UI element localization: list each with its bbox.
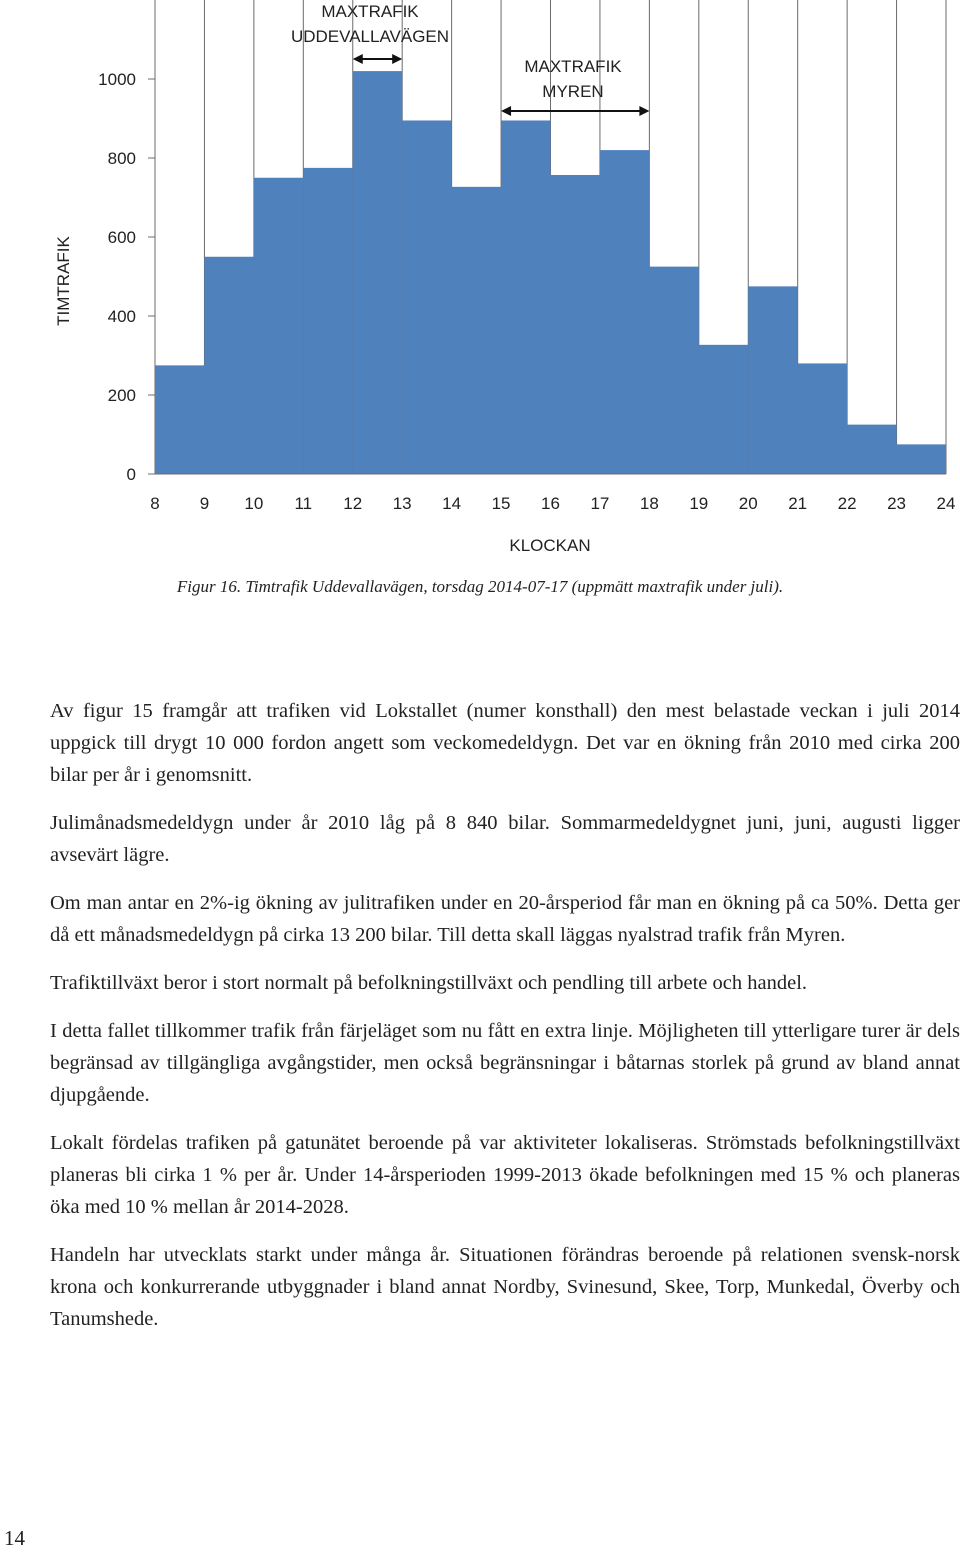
bar (699, 345, 748, 474)
paragraph: Av figur 15 framgår att trafiken vid Lokstallet (numer konsthall) den mest belastade veckan i juli 2014 uppgick till drygt 10 000 fordon angett som veckomedeldygn. Det var en ökning från 2010 med cirka 200 bilar per år i genomsnitt. (50, 700, 960, 786)
x-tick-label: 17 (590, 494, 610, 513)
figure-caption: Figur 16. Timtrafik Uddevallavägen, torsdag 2014-07-17 (uppmätt maxtrafik under juli). (176, 577, 784, 596)
paragraph: Lokalt fördelas trafiken på gatunätet beroende på var aktiviteter lokaliseras. Strömstads befolkningstillväxt planeras bli cirka 1 % per år. Under 14-årsperioden 1999-2013 ökade befolkningen med 15 % och planeras öka med 10 % mellan år 2014-2028. (50, 1132, 960, 1218)
annotation-arrow-head-left (501, 106, 511, 116)
bar (452, 187, 501, 474)
x-tick-label: 10 (244, 494, 264, 513)
chart-annotations (291, 2, 649, 116)
y-tick-label: 1000 (98, 70, 136, 89)
bar (748, 286, 797, 474)
x-tick-label: 22 (837, 494, 857, 513)
bar (303, 168, 352, 474)
chart-bars (155, 71, 946, 474)
y-tick-label: 0 (126, 465, 136, 484)
bar (798, 363, 847, 474)
x-tick-label: 20 (738, 494, 758, 513)
x-tick-label: 8 (150, 494, 160, 513)
x-tick-label: 9 (199, 494, 210, 513)
annotation-label: MAXTRAFIK (321, 2, 419, 21)
x-tick-label: 13 (392, 494, 412, 513)
x-tick-label: 19 (689, 494, 709, 513)
bar (155, 365, 204, 474)
annotation-arrow-head-right (639, 106, 649, 116)
bar (649, 267, 698, 474)
annotation-label: MYREN (542, 82, 604, 101)
bar (501, 120, 550, 474)
y-tick-label: 400 (107, 307, 136, 326)
paragraph: Julimånadsmedeldygn under år 2010 låg på 8 840 bilar. Sommarmedeldygnet juni, juni, augusti ligger avsevärt lägre. (50, 812, 960, 866)
annotation-label: MAXTRAFIK (524, 57, 622, 76)
x-tick-label: 16 (541, 494, 560, 513)
paragraph: Trafiktillväxt beror i stort normalt på befolkningstillväxt och pendling till arbete och handel. (50, 972, 808, 994)
bar (897, 444, 946, 474)
y-tick-label: 600 (107, 228, 136, 247)
traffic-chart (0, 0, 960, 590)
x-tick-label: 11 (294, 494, 313, 513)
x-tick-label: 12 (343, 494, 363, 513)
bar (600, 150, 649, 474)
x-tick-label: 18 (639, 494, 659, 513)
x-tick-label: 24 (936, 494, 956, 513)
annotation-label: UDDEVALLAVÄGEN (290, 27, 450, 46)
x-axis-title: KLOCKAN (509, 536, 591, 555)
paragraph: I detta fallet tillkommer trafik från färjeläget som nu fått en extra linje. Möjligheten till ytterligare turer är dels begränsad av tillgängliga avgångstider, men också begränsningar i båtarnas storlek på grund av bland annat djupgående. (50, 1020, 960, 1106)
annotation-arrow-head-right (392, 54, 402, 64)
x-tick-label: 14 (442, 494, 462, 513)
page-number: 14 (4, 1526, 25, 1550)
paragraph: Om man antar en 2%-ig ökning av julitrafiken under en 20-årsperiod får man en ökning på ca 50%. Detta ger då ett månadsmedeldygn på cirka 13 200 bilar. Till detta skall läggas nyalstrad trafik från Myren. (50, 892, 960, 946)
bar (353, 71, 402, 474)
paragraph: Handeln har utvecklats starkt under många år. Situationen förändras beroende på relationen svensk-norsk krona och konkurrerande utbyggnader i bland annat Nordby, Svinesund, Skee, Torp, Munkedal, Överby och Tanumshede. (50, 1244, 960, 1330)
bar (847, 425, 896, 474)
bar (551, 175, 600, 474)
bar (402, 120, 451, 474)
body-text (50, 695, 960, 1351)
bar (204, 257, 253, 474)
bar (254, 178, 303, 474)
x-tick-label: 23 (887, 494, 907, 513)
y-axis-title: TIMTRAFIK (54, 236, 73, 326)
x-tick-label: 21 (788, 494, 808, 513)
x-tick-label: 15 (491, 494, 511, 513)
annotation-arrow-head-left (353, 54, 363, 64)
y-tick-label: 800 (107, 149, 136, 168)
y-tick-label: 200 (107, 386, 136, 405)
